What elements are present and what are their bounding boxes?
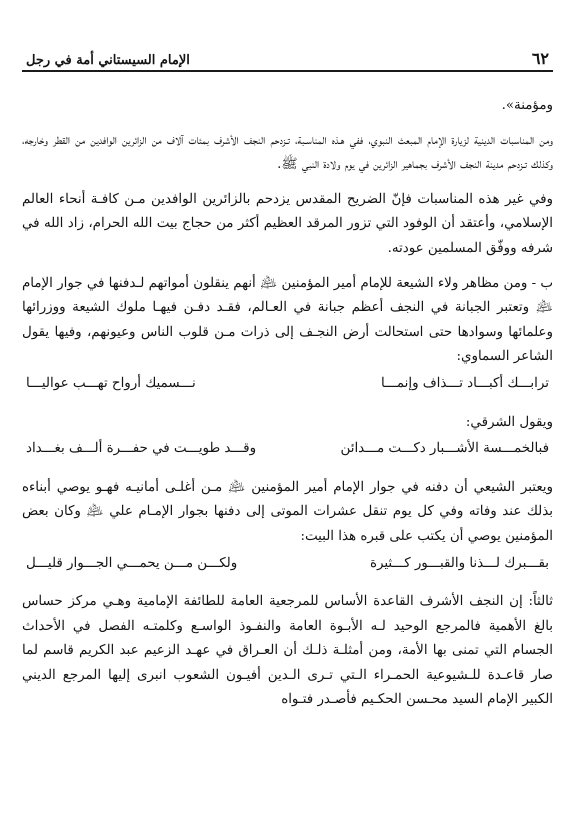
- verse-hemistich-first: ترابـــك أكبـــاد تـــذاف وإنمـــا: [381, 375, 549, 391]
- paragraph: ويقول الشرقي:: [465, 414, 553, 430]
- poem-verse: [22, 437, 553, 462]
- verse-hemistich-second: نـــسميك أرواح تهـــب عواليـــا: [26, 375, 196, 391]
- page-header: [22, 42, 553, 72]
- paragraph: ب - ومن مظاهر ولاء الشيعة للإمام أمير المؤمنين ﵇ أنهم ينقلون أمواتهم لـدفنها في جوار الإمام ﵇ وتعتبر الجبانة في النجف أعظم جبانة في العـالم، فقـد دفـن فيهـا ملوك الشيعة ووزرائها وعلمائها وسوادها حتى استحالت أرض النجـف إلى ذرات مـن قلوب الناس وعيونهم، وفيها يقول الشاعر السماوي:: [22, 275, 553, 365]
- paragraph: ويعتبر الشيعي أن دفنه في جوار الإمام أمير المؤمنين ﵇ مـن أغلـى أمانيـه فهـو يوصي أبناءه بذلك عند وفاته وفي كل يوم تنقل عشرات الموتى إلى دفنها بجوار الإمـام علي ﵇ وكان بعض المؤمنين يوصي أن يكتب على قبره هذا البيت:: [22, 479, 553, 544]
- verse-hemistich-first: بقـــبرك لـــذنا والقبـــور كـــثيرة: [369, 555, 549, 571]
- verse-hemistich-second: ولكـــن مـــن يحمـــي الجـــوار قليـــل: [26, 555, 238, 571]
- running-title: الإمام السيستاني أمة في رجل: [26, 53, 190, 68]
- page-body: [22, 72, 553, 713]
- paragraph: ومن المناسبات الدينية لزيارة الإمام المبعث النبوي، ففي هـذه المناسـبة، تـزدحم النجف الأشرف بمئات آلاف من الزائرين الوافدين من القطر وخارجه، وكذلك تـزدحم مدينة النجف الأشرف بجماهير الزائرين في يوم ولادة النبي ﷺ.: [22, 132, 553, 173]
- paragraph: وفي غير هذه المناسبات فإنّ الضريح المقدس يزدحم بالزائرين الوافدين مـن كافـة أنحاء العالم الإسلامي، وأعتقد أن الوفود التي تزور المرقد العظيم أكثر من حجاج بيت الله الحرام، زاد الله في شرفه ووفّق المسلمين عودته.: [22, 191, 553, 256]
- verse-hemistich-second: وقـــد طويـــت في حفـــرة ألـــف بغـــداد: [26, 441, 257, 457]
- poem-verse: [22, 552, 553, 577]
- paragraph: ثالثاً: إن النجف الأشرف القاعدة الأساس للمرجعية العامة للطائفة الإمامية وهـي مركز حساس بالغ الأهمية فالمرجع الوحيد لـه الأبـوة العامة والنفـوذ الواسـع وكلمتـه الفصل في الأحداث الجسام التي تمنى بها الأمة، ومن أمثلـة ذلـك أن العـراق في عهـد الزعيم عبد الكريم قاسم لما صار قاعـدة للـشيوعية الحمـراء الـتي تـرى الـدين أفيـون الشعوب انبرى إليها المرجع الديني الكبير الإمام السيد محـسن الحكـيم فأصـدر فتـواه: [22, 594, 553, 708]
- paragraph: ومؤمنة».: [501, 98, 553, 113]
- page-number: ٦٢: [531, 49, 549, 68]
- book-page: [22, 42, 553, 822]
- verse-hemistich-first: فبالخمـــسة الأشـــبار دكـــت مـــدائن: [340, 441, 549, 457]
- poem-verse: [22, 372, 553, 397]
